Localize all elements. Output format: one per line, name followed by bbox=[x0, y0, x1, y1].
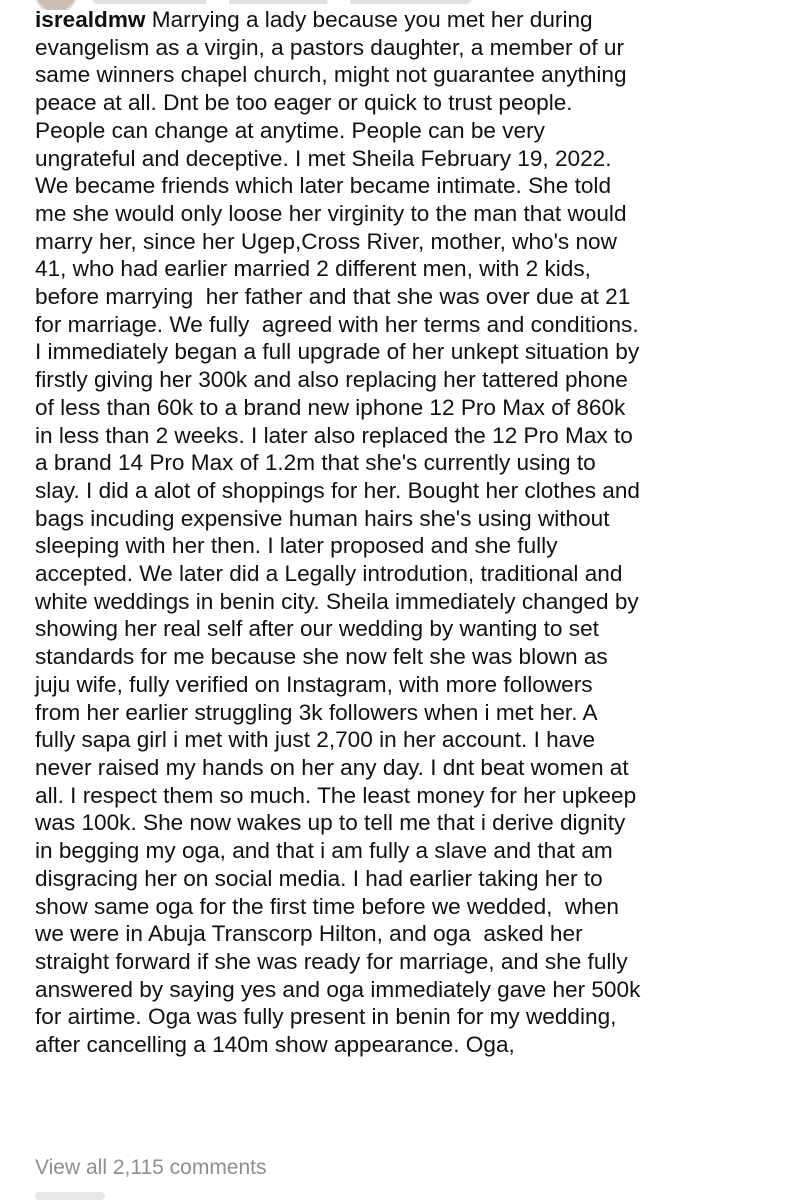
post-caption bbox=[35, 6, 775, 1059]
caption-line: all. I respect them so much. The least money for her upkeep bbox=[35, 782, 637, 808]
caption-line: 41, who had earlier married 2 different men, with 2 kids, bbox=[35, 256, 591, 282]
caption-line: I immediately began a full upgrade of her unkept situation by bbox=[35, 339, 640, 365]
caption-line: answered by saying yes and oga immediately gave her 500k bbox=[35, 976, 641, 1002]
caption-line: in begging my oga, and that i am fully a slave and that am bbox=[35, 838, 613, 864]
caption-line: never raised my hands on her any day. I dnt beat women at bbox=[35, 754, 629, 780]
caption-line: evangelism as a virgin, a pastors daughter, a member of ur bbox=[35, 34, 624, 60]
caption-line: of less than 60k to a brand new iphone 12 Pro Max of 860k bbox=[35, 394, 626, 420]
cropped-previous-text bbox=[92, 0, 472, 4]
caption-line: straight forward if she was ready for marriage, and she fully bbox=[35, 948, 628, 974]
caption-line: show same oga for the first time before we wedded, when bbox=[35, 893, 619, 919]
caption-line: white weddings in benin city. Sheila immediately changed by bbox=[35, 588, 639, 614]
caption-line: accepted. We later did a Legally introdution, traditional and bbox=[35, 561, 623, 587]
caption-line: sleeping with her then. I later proposed and she fully bbox=[35, 533, 558, 559]
caption-line: Marrying a lady because you met her during bbox=[145, 7, 593, 32]
caption-line: peace at all. Dnt be too eager or quick to trust people. bbox=[35, 90, 573, 116]
caption-line: fully sapa girl i met with just 2,700 in her account. I have bbox=[35, 727, 596, 753]
caption-first-line bbox=[35, 6, 775, 34]
caption-line: a brand 14 Pro Max of 1.2m that she's currently using to bbox=[35, 450, 596, 476]
caption-line: bags incuding expensive human hairs she's using without bbox=[35, 505, 610, 531]
caption-line: in less than 2 weeks. I later also replaced the 12 Pro Max to bbox=[35, 422, 633, 448]
caption-line: marry her, since her Ugep,Cross River, mother, who's now bbox=[35, 228, 617, 254]
caption-line: we were in Abuja Transcorp Hilton, and oga asked her bbox=[35, 921, 583, 947]
caption-line: after cancelling a 140m show appearance. Oga, bbox=[35, 1032, 515, 1058]
caption-line: from her earlier struggling 3k followers when i met her. A bbox=[35, 699, 598, 725]
caption-line: disgracing her on social media. I had earlier taking her to bbox=[35, 865, 603, 891]
caption-line: for airtime. Oga was fully present in benin for my wedding, bbox=[35, 1004, 617, 1030]
caption-line: firstly giving her 300k and also replacing her tattered phone bbox=[35, 367, 628, 393]
caption-line: People can change at anytime. People can be very bbox=[35, 117, 545, 143]
caption-line: standards for me because she now felt she was blown as bbox=[35, 644, 608, 670]
caption-line: same winners chapel church, might not guarantee anything bbox=[35, 62, 627, 88]
caption-line: slay. I did a alot of shoppings for her. Bought her clothes and bbox=[35, 477, 640, 503]
caption-line: for marriage. We fully agreed with her terms and conditions. bbox=[35, 311, 639, 337]
username-link[interactable]: isrealdmw bbox=[35, 7, 146, 32]
view-all-comments-link[interactable]: View all 2,115 comments bbox=[35, 1156, 267, 1179]
cropped-next-item bbox=[35, 1192, 105, 1200]
caption-line: We became friends which later became intimate. She told bbox=[35, 173, 612, 199]
caption-line: juju wife, fully verified on Instagram, with more followers bbox=[35, 671, 593, 697]
caption-line: showing her real self after our wedding by wanting to set bbox=[35, 616, 599, 642]
caption-line: before marrying her father and that she was over due at 21 bbox=[35, 284, 631, 310]
caption-line: ungrateful and deceptive. I met Sheila February 19, 2022. bbox=[35, 145, 612, 171]
caption-line: was 100k. She now wakes up to tell me that i derive dignity bbox=[35, 810, 626, 836]
caption-line: me she would only loose her virginity to the man that would bbox=[35, 200, 627, 226]
